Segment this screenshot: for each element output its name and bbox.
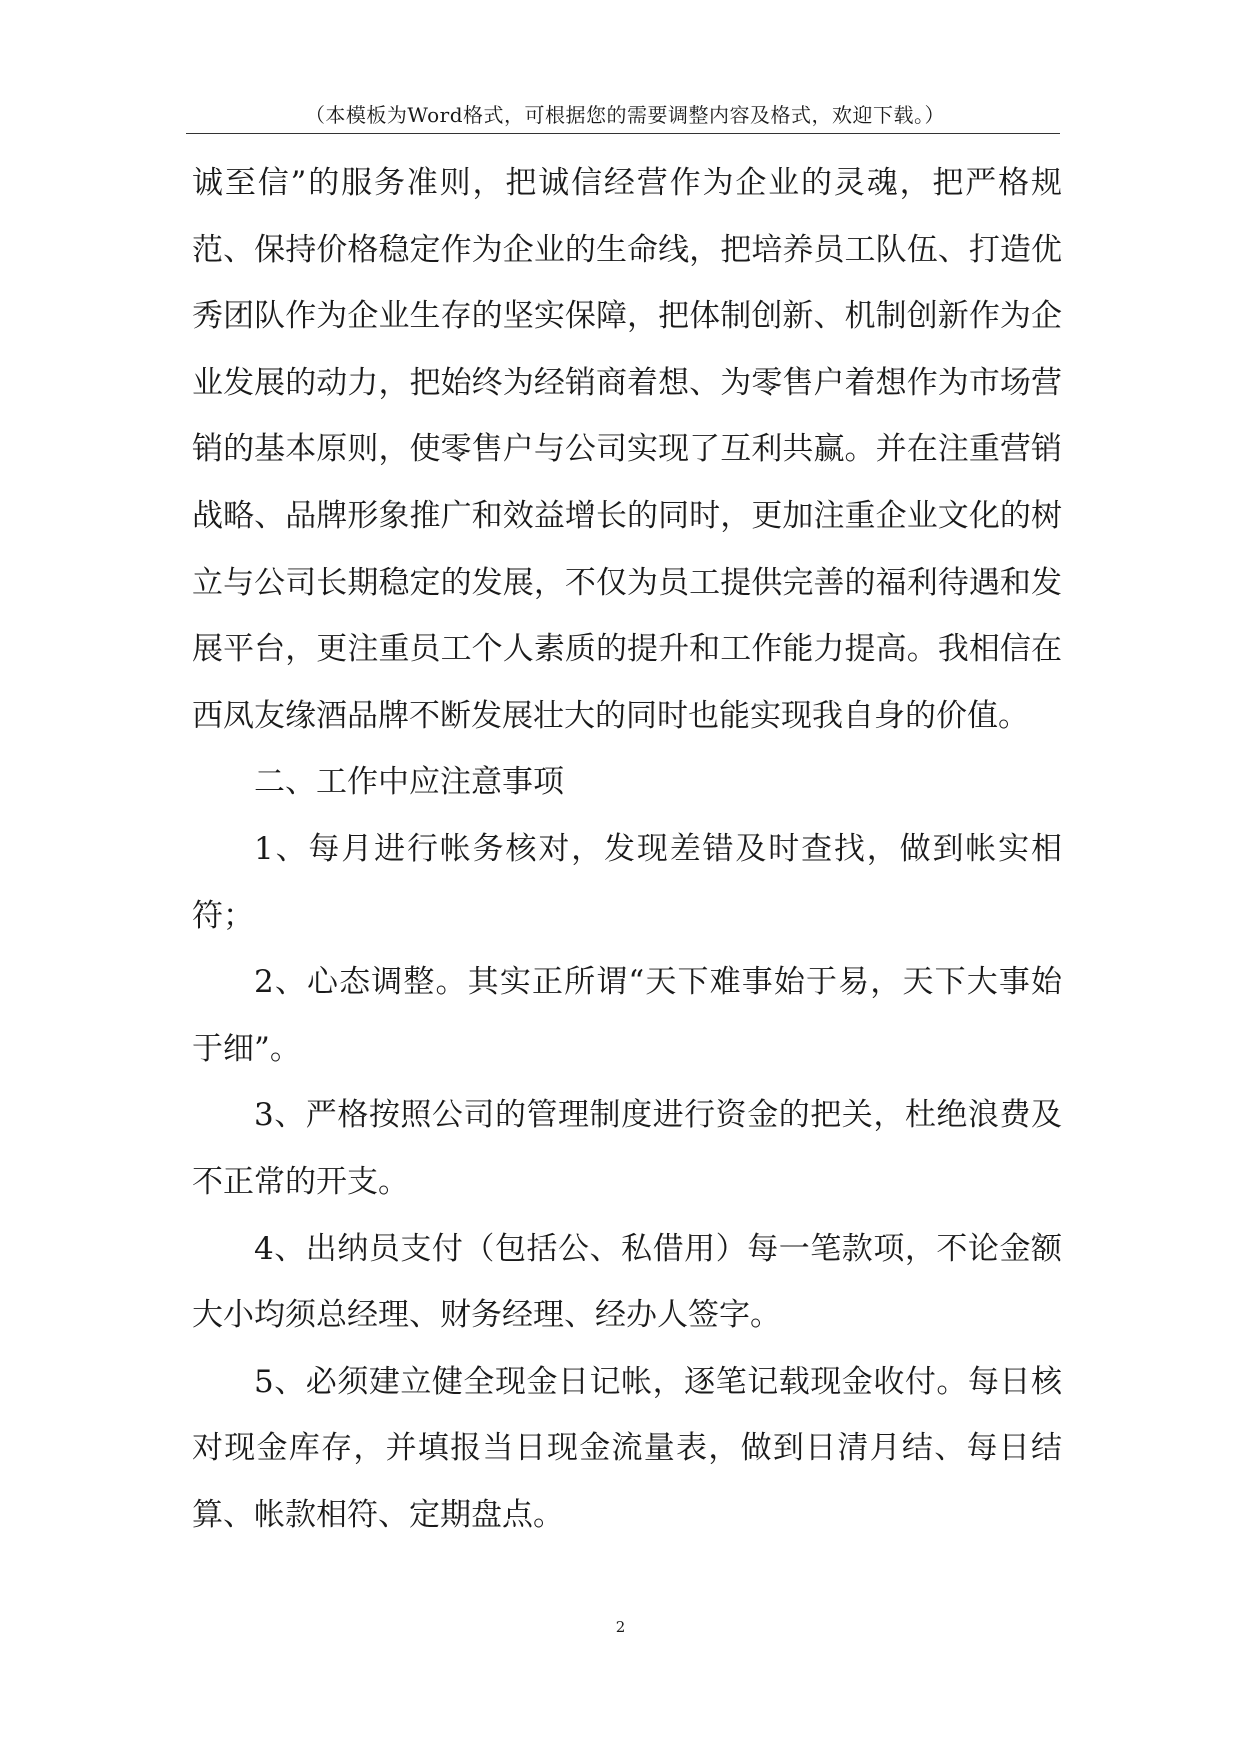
- template-header-note: （本模板为Word格式，可根据您的需要调整内容及格式，欢迎下载。）: [304, 103, 946, 127]
- list-item: 4、出纳员支付（包括公、私借用）每一笔款项，不论金额大小均须总经理、财务经理、经办人签字。: [192, 1230, 1062, 1334]
- list-item: 1、每月进行帐务核对，发现差错及时查找，做到帐实相符；: [192, 830, 1062, 934]
- list-item: 5、必须建立健全现金日记帐，逐笔记载现金收付。每日核对现金库存，并填报当日现金流量表，做到日清月结、每日结算、帐款相符、定期盘点。: [192, 1363, 1062, 1533]
- list-item: 2、心态调整。其实正所谓“天下难事始于易，天下大事始于细”。: [192, 964, 1062, 1067]
- header-divider: [186, 133, 1060, 134]
- page-number: 2: [615, 1618, 626, 1636]
- section-heading: 二、工作中应注意事项: [254, 764, 564, 801]
- list-item: 3、严格按照公司的管理制度进行资金的把关，杜绝浪费及不正常的开支。: [192, 1097, 1062, 1200]
- paragraph-continuation: 诚至信”的服务准则，把诚信经营作为企业的灵魂，把严格规范、保持价格稳定作为企业的生命线，把培养员工队伍、打造优秀团队作为企业生存的坚实保障，把体制创新、机制创新作为企业发展的动力，把始终为经销商着想、为零售户着想作为市场营销的基本原则，使零售户与公司实现了互利共赢。并在注重营销战略、品牌形象推广和效益增长的同时，更加注重企业文化的树立与公司长期稳定的发展，不仅为员工提供完善的福利待遇和发展平台，更注重员工个人素质的提升和工作能力提高。我相信在西凤友缘酒品牌不断发展壮大的同时也能实现我自身的价值。: [192, 165, 1062, 734]
- document-body: [192, 150, 1062, 1548]
